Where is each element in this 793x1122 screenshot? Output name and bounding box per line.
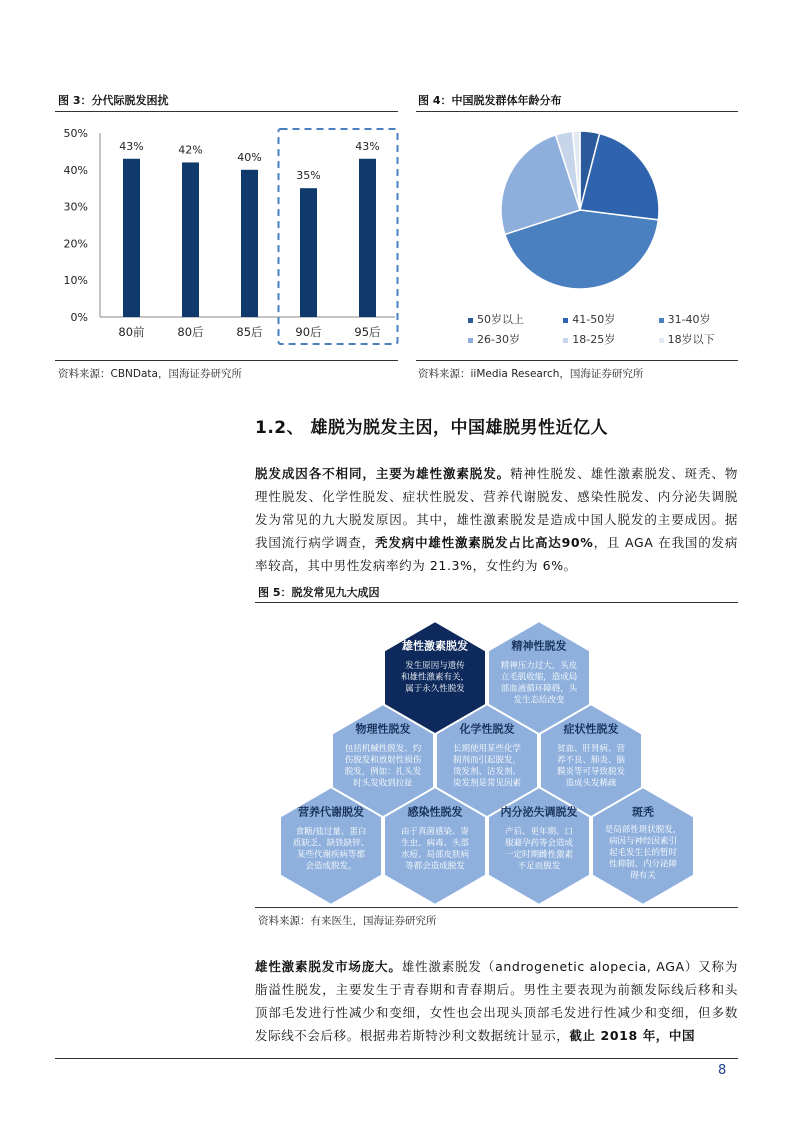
hex-desc-line: 发生原因与遗传 — [405, 661, 465, 672]
hex-desc-line: 造成头发稀疏 — [565, 778, 617, 789]
hex-title: 物理性脱发 — [355, 722, 411, 736]
hex-diagram — [255, 605, 738, 907]
hex-desc-line: 产后、更年期、口 — [504, 827, 574, 838]
hex-desc-line: 贫血、肝肾病、营 — [556, 744, 626, 755]
hex-desc-line: 食糖/盐过量、蛋白 — [295, 827, 367, 838]
page-number: 8 — [718, 1063, 727, 1078]
bar — [359, 159, 376, 317]
legend-marker — [468, 318, 473, 323]
fig3-top-rule — [55, 111, 398, 112]
legend-item — [563, 331, 658, 347]
y-tick-label: 20% — [63, 237, 88, 251]
bar-value-label: 42% — [178, 143, 203, 157]
para2-highlight: 截止 2018 年，中国 — [569, 1028, 696, 1043]
hex-desc-line: 起毛发生长的暂时 — [608, 848, 678, 859]
fig5-source: 资料来源：有来医生，国海证券研究所 — [258, 915, 437, 927]
highlight-box — [279, 129, 398, 344]
para2-text: 雄性激素脱发（androgenetic alopecia, AGA）又称为脂溢性脱发，主要发生于青春期和青春期后。男性主要表现为前额发际线后移和头顶部毛发进行性减少和变细，女性也会出现头顶部毛发进行性减少和变细，但多数发际线不会后移。根据弗若斯特沙利文数据统计显示， — [255, 959, 738, 1043]
legend-marker — [563, 318, 568, 323]
hex-desc-line: 性抑制、内分泌障 — [608, 859, 678, 870]
hex-desc-line: 是局部性斑状脱发， — [604, 825, 682, 836]
y-tick-label: 30% — [63, 200, 88, 214]
fig3-source: 资料来源：CBNData，国海证券研究所 — [58, 368, 242, 380]
hex-desc-line: 属于永久性脱发 — [405, 684, 465, 695]
fig5-top-rule — [255, 602, 738, 603]
legend-item — [659, 331, 738, 347]
legend-label: 50岁以上 — [477, 313, 524, 326]
hex-title: 内分泌失调脱发 — [500, 805, 578, 819]
hex-desc-line: 时头发收到拉扯 — [353, 778, 413, 789]
legend-item — [468, 331, 563, 347]
legend-label: 18岁以下 — [667, 333, 715, 346]
hex-desc-line: 部血液循环障碍，头 — [500, 684, 578, 695]
para1-text-b: ，且 AGA 在我国的发病率较高，其中男性发病率约为 21.3%，女性约为 6%。 — [255, 535, 738, 573]
hex-desc-line: 包括机械性脱发、灼 — [344, 744, 422, 755]
bar-value-label: 43% — [355, 139, 380, 153]
hex-desc-line: 烫发剂、洁发剂、 — [452, 767, 522, 778]
hex-desc-line: 由于真菌感染、寄 — [400, 827, 470, 838]
hex-desc-line: 一定时期雌性激素 — [504, 850, 574, 861]
hex-desc-line: 养不良、肺炎、脑 — [556, 755, 626, 766]
hex-desc-line: 病因与神经因素引 — [608, 836, 678, 847]
para1-lead: 脱发成因各不相同，主要为雄性激素脱发。 — [255, 466, 511, 481]
fig5-bottom-rule — [255, 907, 738, 908]
x-category-label: 80后 — [177, 325, 204, 339]
fig4-bottom-rule — [416, 360, 738, 361]
y-tick-label: 10% — [63, 274, 88, 288]
y-tick-label: 0% — [70, 311, 88, 324]
hex-desc-line: 质缺乏、缺铁缺锌、 — [292, 838, 370, 849]
bar-value-label: 40% — [237, 150, 262, 164]
pie-legend — [468, 311, 738, 347]
hex-desc-line: 碍有关 — [630, 871, 656, 882]
hex-title: 雄性激素脱发 — [402, 639, 468, 653]
hex-desc-line: 不足而脱发 — [517, 861, 561, 872]
hex-title: 感染性脱发 — [407, 805, 463, 819]
hex-cause — [488, 787, 590, 905]
bar-chart — [55, 115, 400, 360]
hex-desc-line: 服避孕药等会造成 — [504, 838, 574, 849]
legend-label: 41-50岁 — [572, 313, 616, 326]
fig4-top-rule — [416, 111, 738, 112]
hex-title: 营养代谢脱发 — [298, 805, 364, 819]
hex-desc-line: 某些代谢疾病等都 — [296, 850, 366, 861]
hex-desc-line: 伤脱发和放射性损伤 — [344, 755, 422, 766]
bar — [123, 159, 140, 317]
bar — [300, 188, 317, 317]
bar — [182, 162, 199, 317]
bar-value-label: 35% — [296, 169, 321, 183]
hex-desc-line: 和雄性激素有关， — [400, 672, 470, 683]
section-heading: 1.2、 雄脱为脱发主因，中国雄脱男性近亿人 — [255, 418, 609, 438]
legend-item — [563, 311, 658, 327]
bar — [241, 170, 258, 317]
legend-marker — [468, 338, 473, 343]
hex-title: 化学性脱发 — [459, 722, 515, 736]
bar-value-label: 43% — [119, 139, 144, 153]
legend-label: 26-30岁 — [477, 333, 520, 346]
para1-highlight: 秃发病中雄性激素脱发占比高达90% — [374, 535, 594, 550]
hex-desc-line: 精神压力过大，头皮 — [500, 661, 578, 672]
x-category-label: 95后 — [354, 325, 381, 339]
paragraph-2 — [255, 955, 738, 1047]
para2-lead: 雄性激素脱发市场庞大。 — [255, 959, 402, 974]
hex-desc-line: 染发剂是常见因素 — [452, 778, 522, 789]
legend-marker — [659, 338, 664, 343]
fig4-title: 图 4：中国脱发群体年龄分布 — [418, 94, 562, 107]
hex-title: 精神性脱发 — [511, 639, 567, 653]
fig4-source: 资料来源：iiMedia Research，国海证券研究所 — [418, 368, 644, 380]
hex-title: 症状性脱发 — [563, 722, 619, 736]
legend-label: 18-25岁 — [572, 333, 616, 346]
fig3-title: 图 3：分代际脱发困扰 — [58, 94, 169, 107]
legend-label: 31-40岁 — [667, 313, 711, 326]
hex-desc-line: 生虫、病毒、头部 — [400, 838, 470, 849]
paragraph-1 — [255, 462, 738, 577]
y-tick-label: 50% — [63, 127, 88, 140]
hex-desc-line: 制剂而引起脱发， — [452, 755, 522, 766]
hex-desc-line: 会造成脱发。 — [305, 861, 357, 872]
fig3-bottom-rule — [55, 360, 398, 361]
y-tick-label: 40% — [63, 163, 88, 177]
fig5-title: 图 5：脱发常见九大成因 — [258, 586, 380, 599]
legend-item — [659, 311, 738, 327]
hex-title: 斑秃 — [632, 805, 654, 819]
hex-desc-line: 膜炎等可导致脱发 — [556, 767, 626, 778]
hex-desc-line: 等都会造成脱发 — [405, 861, 465, 872]
hex-desc-line: 水痘、局部皮肤病 — [400, 850, 470, 861]
x-category-label: 90后 — [295, 325, 322, 339]
legend-marker — [659, 318, 664, 323]
para1-text-a: 精神性脱发、雄性激素脱发、斑秃、物理性脱发、化学性脱发、症状性脱发、营养代谢脱发、感染性脱发、内分泌失调脱发为常见的九大脱发原因。其中，雄性激素脱发是造成中国人脱发的主要成因。据我国流行病学调查， — [255, 466, 739, 550]
hex-desc-line: 脱发，例如：扎头发 — [344, 767, 422, 778]
x-category-label: 80前 — [118, 325, 145, 339]
legend-marker — [563, 338, 568, 343]
footer-rule — [55, 1058, 738, 1059]
hex-desc-line: 立毛肌收缩，造成局 — [500, 672, 578, 683]
legend-item — [468, 311, 563, 327]
x-category-label: 85后 — [236, 325, 263, 339]
hex-desc-line: 发生态给改变 — [513, 695, 565, 706]
hex-desc-line: 长期使用某些化学 — [452, 744, 522, 755]
